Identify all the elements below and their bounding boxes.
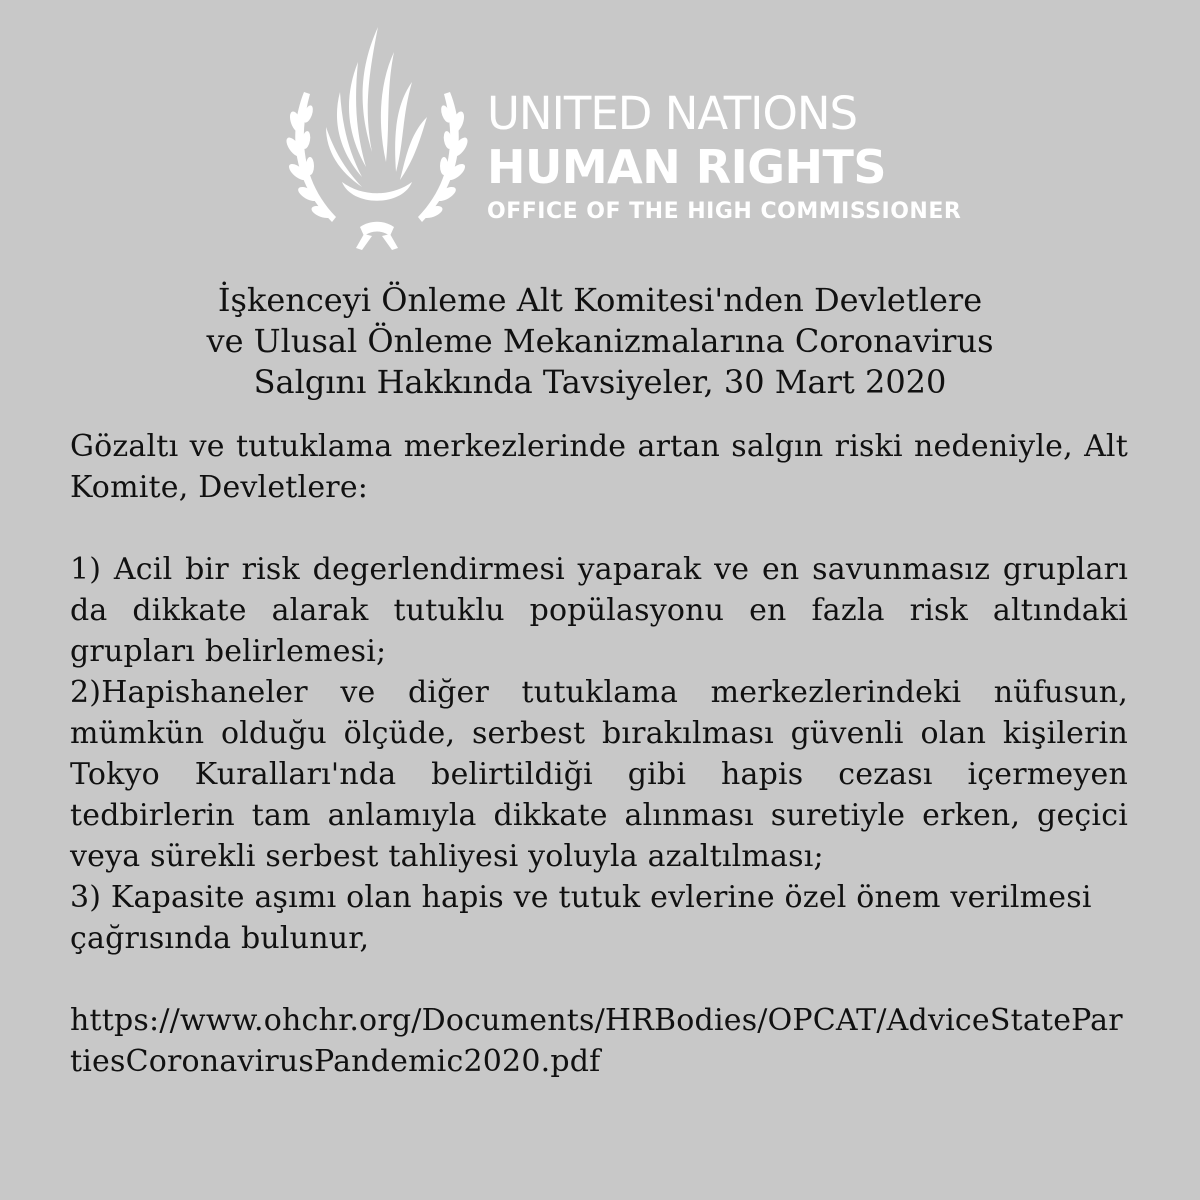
logo-wordmark: [487, 87, 962, 230]
title-line-2: ve Ulusal Önleme Mekanizmalarına Coronavirus: [206, 322, 994, 360]
flame-wreath-emblem-icon: [282, 22, 472, 252]
logo-line-office: OFFICE OF THE HIGH COMMISSIONER: [487, 199, 962, 224]
ohchr-logo: [282, 22, 962, 252]
recommendation-item-3: 3) Kapasite aşımı olan hapis ve tutuk evlerine özel önem verilmesi: [70, 880, 1092, 915]
document-body: [70, 426, 1128, 1082]
paragraph-spacer: [70, 959, 1128, 1000]
intro-paragraph: Gözaltı ve tutuklama merkezlerinde artan salgın riski nedeniyle, Alt Komite, Devletlere:: [70, 429, 1128, 505]
closing-line: çağrısında bulunur,: [70, 921, 370, 956]
logo-line-united-nations: UNITED NATIONS: [487, 87, 858, 140]
title-line-1: İşkenceyi Önleme Alt Komitesi'nden Devletlere: [217, 281, 983, 319]
source-url: https://www.ohchr.org/Documents/HRBodies/OPCAT/AdviceStatePartiesCoronavirusPandemic2020.pdf: [70, 1003, 1123, 1079]
document-title: [80, 280, 1120, 403]
recommendation-item-1: 1) Acil bir risk degerlendirmesi yaparak ve en savunmasız grupları da dikkate alarak tutuklu popülasyonu en fazla risk altındaki grupları belirlemesi;: [70, 552, 1128, 669]
recommendation-item-2: 2)Hapishaneler ve diğer tutuklama merkezlerindeki nüfusun, mümkün olduğu ölçüde, serbest bırakılması güvenli olan kişilerin Tokyo Kuralları'nda belirtildiği gibi hapis cezası içermeyen tedbirlerin tam anlamıyla dikkate alınması suretiyle erken, geçici veya sürekli serbest tahliyesi yoluyla azaltılması;: [70, 675, 1128, 874]
logo-line-human-rights: HUMAN RIGHTS: [487, 140, 887, 194]
paragraph-spacer: [70, 508, 1128, 549]
title-line-3: Salgını Hakkında Tavsiyeler, 30 Mart 2020: [253, 363, 947, 401]
